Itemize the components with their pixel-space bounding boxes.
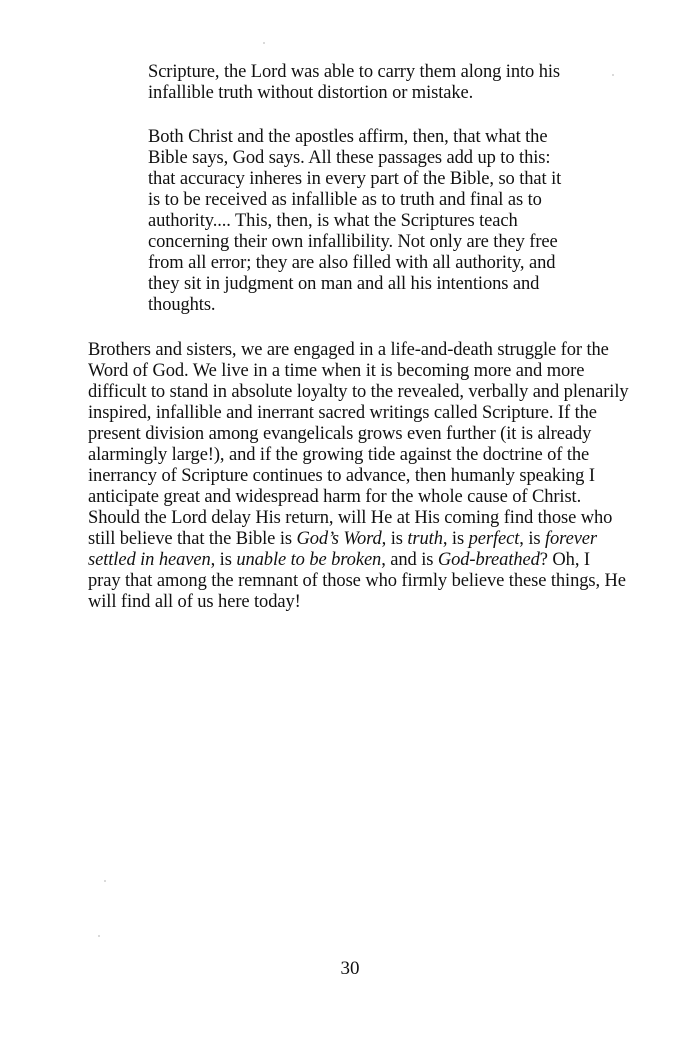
body-line: [88, 529, 597, 550]
text-span: , is: [381, 529, 408, 549]
text-span: , is: [210, 550, 237, 570]
text-span: , and is: [381, 550, 438, 570]
body-line: present division among evangelicals grows even further (it is already: [88, 424, 592, 444]
body-line: inerrancy of Scripture continues to advance, then humanly speaking I: [88, 466, 595, 486]
scan-speck: [104, 880, 106, 882]
italic-text: truth: [407, 529, 443, 549]
body-line: Brothers and sisters, we are engaged in a life-and-death struggle for the: [88, 340, 609, 360]
italic-text: perfect: [468, 529, 520, 549]
body-line: will find all of us here today!: [88, 592, 301, 612]
body-line: pray that among the remnant of those who firmly believe these things, He: [88, 571, 626, 591]
body-line: inspired, infallible and inerrant sacred writings called Scripture. If the: [88, 403, 597, 423]
italic-text: God’s Word: [296, 529, 382, 549]
body-line: [88, 550, 590, 571]
body-line: alarmingly large!), and if the growing tide against the doctrine of the: [88, 445, 590, 465]
quote-line: infallible truth without distortion or mistake.: [148, 83, 474, 103]
body-line: Should the Lord delay His return, will He at His coming find those who: [88, 508, 613, 528]
quote-line: Bible says, God says. All these passages add up to this:: [148, 148, 551, 168]
quote-line: Scripture, the Lord was able to carry them along into his: [148, 62, 560, 82]
text-span: still believe that the Bible is: [88, 529, 297, 549]
scan-speck: [98, 935, 100, 937]
quote-line: that accuracy inheres in every part of the Bible, so that it: [148, 169, 562, 189]
scan-speck: [263, 42, 265, 44]
quote-line: Both Christ and the apostles affirm, then, that what the: [148, 127, 548, 147]
italic-text: settled in heaven: [88, 550, 211, 570]
scan-speck: [612, 74, 614, 76]
italic-text: forever: [544, 529, 598, 549]
body-line: difficult to stand in absolute loyalty to the revealed, verbally and plenarily: [88, 382, 629, 402]
italic-text: God-breathed: [437, 550, 540, 570]
quote-line: from all error; they are also filled with all authority, and: [148, 253, 556, 273]
quote-line: concerning their own infallibility. Not only are they free: [148, 232, 558, 252]
quote-line: is to be received as infallible as to truth and final as to: [148, 190, 542, 210]
text-span: , is: [442, 529, 469, 549]
body-line: anticipate great and widespread harm for the whole cause of Christ.: [88, 487, 582, 507]
quote-line: they sit in judgment on man and all his intentions and: [148, 274, 540, 294]
quote-line: authority.... This, then, is what the Scriptures teach: [148, 211, 518, 231]
text-span: , is: [519, 529, 545, 549]
body-line: Word of God. We live in a time when it is becoming more and more: [88, 361, 585, 381]
italic-text: unable to be broken: [236, 550, 382, 570]
text-span: ? Oh, I: [539, 550, 590, 570]
page-number: 30: [340, 958, 360, 979]
quote-line: thoughts.: [148, 295, 216, 315]
